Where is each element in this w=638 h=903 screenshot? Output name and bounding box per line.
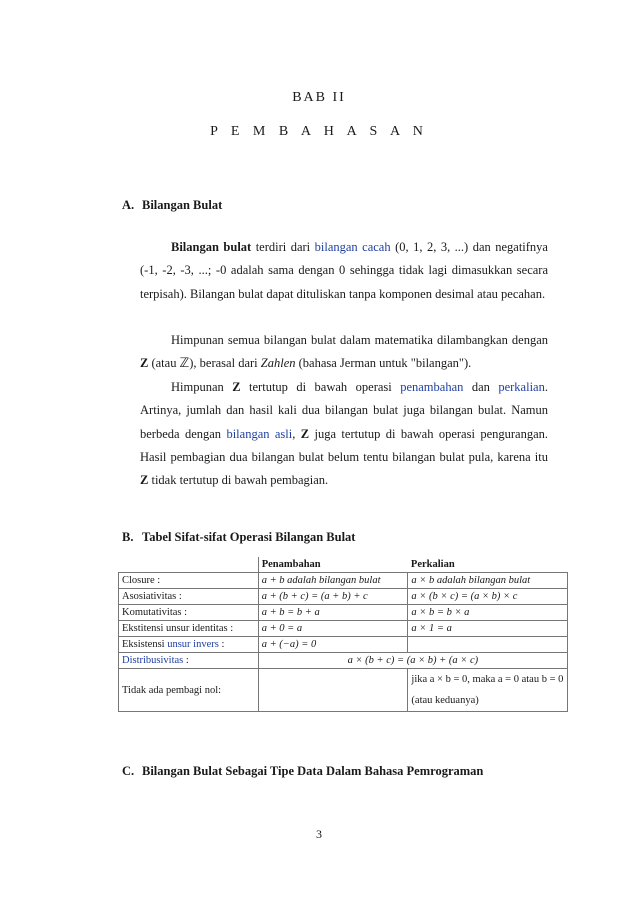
section-b-number: B.	[122, 530, 134, 544]
word-zahlen: Zahlen	[260, 356, 296, 371]
row-label: Komutativitas :	[119, 605, 259, 621]
row-label: Eksistensi unsur invers :	[119, 637, 259, 653]
table-row: Eksistensi unsur invers : a + (−a) = 0	[119, 637, 568, 653]
link-distribusivitas[interactable]: Distribusivitas	[122, 655, 184, 666]
row-label: Closure :	[119, 573, 259, 589]
link-bilangan-cacah[interactable]: bilangan cacah	[314, 240, 391, 254]
table-row: Komutativitas : a + b = b + a a × b = b × a	[119, 605, 568, 621]
row-label: Asosiativitas :	[119, 589, 259, 605]
link-unsur-invers[interactable]: unsur invers	[167, 639, 219, 650]
section-a-title: Bilangan Bulat	[142, 198, 223, 212]
link-bilangan-asli[interactable]: bilangan asli	[226, 426, 293, 441]
row-label: Tidak ada pembagi nol:	[119, 669, 259, 712]
table-row: Ekstitensi unsur identitas : a + 0 = a a × 1 = a	[119, 621, 568, 637]
col-penambahan: Penambahan	[258, 557, 408, 573]
table-row: Closure : a + b adalah bilangan bulat a × b adalah bilangan bulat	[119, 573, 568, 589]
link-penambahan[interactable]: penambahan	[400, 380, 464, 394]
section-c-number: C.	[122, 764, 135, 778]
row-label: Ekstitensi unsur identitas :	[119, 621, 259, 637]
paragraph-symbol: Himpunan semua bilangan bulat dalam matematika dilambangkan dengan Z (atau ℤ), berasal dari Zahlen (bahasa Jerman untuk "bilangan").	[140, 333, 548, 372]
table-row: Distribusivitas : a × (b + c) = (a × b) + (a × c)	[119, 653, 568, 669]
chapter-number: BAB II	[292, 90, 346, 105]
page-number: 3	[316, 827, 322, 841]
table-row: Tidak ada pembagi nol: jika a × b = 0, maka a = 0 atau b = 0 (atau keduanya)	[119, 669, 568, 712]
table-row: Asosiativitas : a + (b + c) = (a + b) + c a × (b × c) = (a × b) × c	[119, 589, 568, 605]
section-c-title: Bilangan Bulat Sebagai Tipe Data Dalam Bahasa Pemrograman	[142, 764, 484, 778]
row-label: Distribusivitas :	[119, 653, 259, 669]
table-header-row	[119, 557, 568, 573]
section-a-heading	[122, 198, 222, 213]
paragraph-closure: Himpunan Z tertutup di bawah operasi penambahan dan perkalian. Artinya, jumlah dan hasil kali dua bilangan bulat juga bilangan bulat. Namun berbeda dengan bilangan asli, Z juga tertutup di bawah operasi pengurangan. Hasil pembagian dua bilangan bulat belum tentu bilangan bulat pula, karena itu Z tidak tertutup di bawah pembagian.	[140, 380, 549, 488]
paragraph-definition: Bilangan bulat terdiri dari bilangan cacah (0, 1, 2, 3, ...) dan negatifnya (-1, -2, -3, ...; -0 adalah sama dengan 0 sehingga tidak lagi dimasukkan secara terpisah). Bilangan bulat dapat dituliskan tanpa komponen desimal atau pecahan.	[140, 240, 548, 301]
chapter-title: P E M B A H A S A N	[210, 124, 428, 139]
symbol-z-double-struck: ℤ	[179, 356, 190, 372]
link-perkalian[interactable]: perkalian	[498, 380, 545, 394]
section-a-number: A.	[122, 198, 135, 212]
symbol-z-bold: Z	[140, 356, 149, 371]
section-b-title: Tabel Sifat-sifat Operasi Bilangan Bulat	[142, 530, 356, 544]
term-bilangan-bulat: Bilangan bulat	[171, 240, 252, 254]
section-b-heading	[122, 530, 355, 545]
operations-table	[118, 557, 568, 712]
col-perkalian: Perkalian	[408, 557, 568, 573]
section-c-heading	[122, 764, 483, 779]
